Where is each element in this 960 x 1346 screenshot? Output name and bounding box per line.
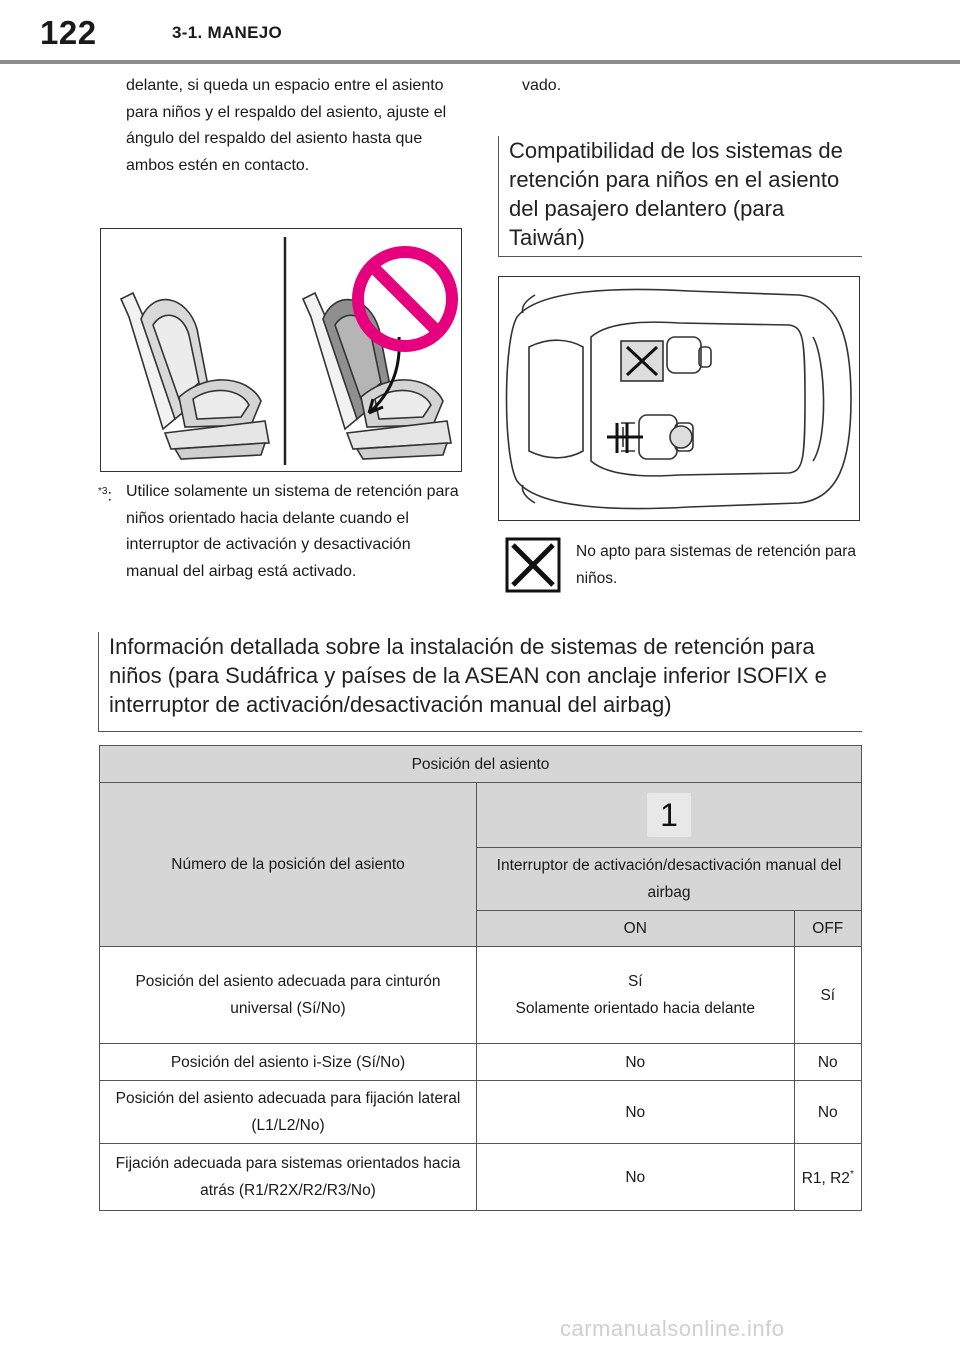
row-label: Posición del asiento i-Size (Sí/No) bbox=[100, 1044, 477, 1081]
watermark: carmanualsonline.info bbox=[560, 1316, 785, 1341]
not-suitable-icon bbox=[505, 537, 561, 593]
table-header-off: OFF bbox=[794, 911, 861, 947]
table-row bbox=[100, 1044, 862, 1081]
row-label: Fijación adecuada para sistemas orientados hacia atrás (R1/R2X/R2/R3/No) bbox=[100, 1144, 477, 1211]
car-seat-map-illustration bbox=[498, 276, 860, 521]
child-seat-drawing bbox=[101, 229, 461, 471]
cell-on-note: Solamente orientado hacia delante bbox=[515, 1000, 756, 1017]
table-row bbox=[100, 1081, 862, 1144]
table-header-seat-position: Posición del asiento bbox=[100, 746, 862, 783]
footnote-text: Utilice solamente un sistema de retención para niños orientado hacia delante cuando el interruptor de activación y desactivación manual del airbag está activado. bbox=[126, 483, 459, 580]
table-row bbox=[100, 947, 862, 1044]
section-title: 3-1. MANEJO bbox=[172, 23, 283, 42]
table-row bbox=[100, 1144, 862, 1211]
row-label: Posición del asiento adecuada para fijación lateral (L1/L2/No) bbox=[100, 1081, 477, 1144]
cell-on bbox=[477, 947, 795, 1044]
footnote-marker: $^{*3}$: bbox=[98, 486, 112, 505]
table-header-airbag-switch: Interruptor de activación/desactivación manual del airbag bbox=[477, 848, 862, 911]
page-number: 122 bbox=[40, 14, 97, 51]
car-top-view-drawing bbox=[499, 277, 859, 520]
seat-number-badge: 1 bbox=[647, 793, 691, 837]
row-label: Posición del asiento adecuada para cinturón universal (Sí/No) bbox=[100, 947, 477, 1044]
cell-on: No bbox=[477, 1144, 795, 1211]
cell-off: No bbox=[794, 1081, 861, 1144]
child-seat-illustration bbox=[100, 228, 462, 472]
table-header-seat-number-label: Número de la posición del asiento bbox=[100, 783, 477, 947]
cell-on: No bbox=[477, 1044, 795, 1081]
header-rule bbox=[0, 60, 960, 64]
seat-compatibility-table bbox=[99, 745, 862, 1211]
section-heading-detail: Información detallada sobre la instalación de sistemas de retención para niños (para Sudáfrica y países de la ASEAN con anclaje inferior ISOFIX e interruptor de activación/desactivación manual del airbag) bbox=[98, 632, 862, 732]
section-heading-compatibility: Compatibilidad de los sistemas de retención para niños en el asiento del pasajero delantero (para Taiwán) bbox=[498, 136, 862, 257]
footnote-asterisk: * bbox=[849, 1169, 854, 1181]
body-paragraph: delante, si queda un espacio entre el asiento para niños y el respaldo del asiento, ajuste el ángulo del respaldo del asiento hasta que ambos estén en contacto. bbox=[126, 77, 447, 174]
table-header-on: ON bbox=[477, 911, 795, 947]
cell-off bbox=[794, 1144, 861, 1211]
cell-off: No bbox=[794, 1044, 861, 1081]
continued-text: vado. bbox=[522, 77, 562, 94]
cell-on: No bbox=[477, 1081, 795, 1144]
table-header-seat-number bbox=[477, 783, 862, 848]
cell-off: Sí bbox=[794, 947, 861, 1044]
cell-on-value: Sí bbox=[627, 973, 643, 990]
cell-off-value: R1, R2 bbox=[801, 1170, 850, 1188]
legend-text: No apto para sistemas de retención para niños. bbox=[576, 543, 857, 587]
